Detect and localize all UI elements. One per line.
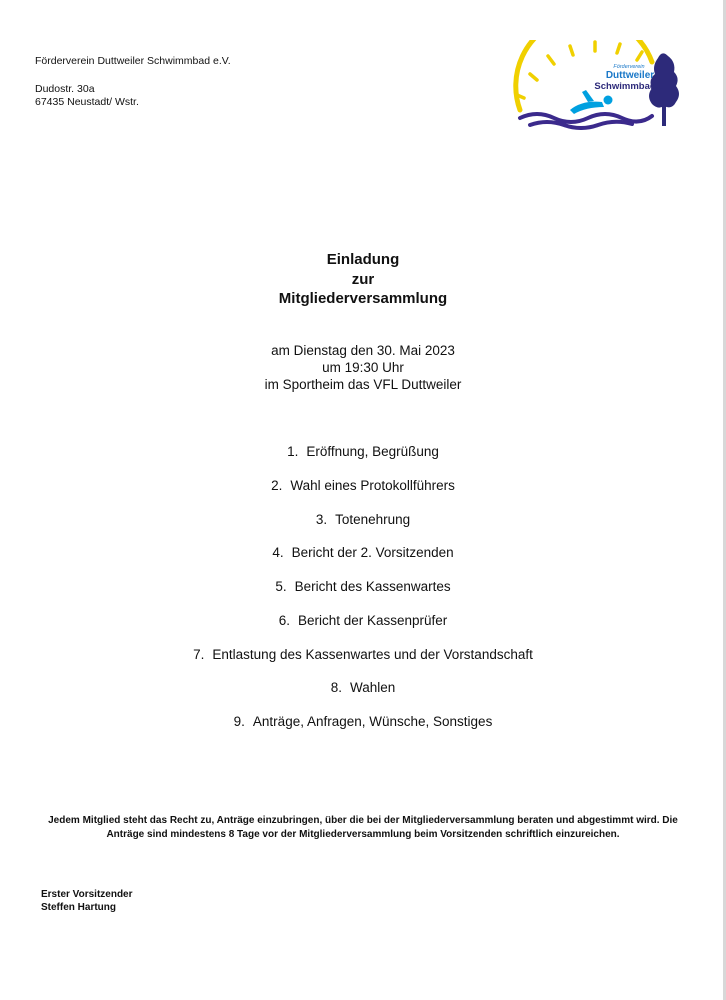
sender-city: 67435 Neustadt/ Wstr. [35, 96, 139, 108]
meeting-time: um 19:30 Uhr [322, 360, 404, 375]
agenda-item [0, 612, 726, 629]
logo-text-line2: Duttweiler [605, 70, 655, 81]
agenda-item-text: Wahlen [349, 680, 396, 695]
agenda-item [0, 443, 726, 460]
agenda-item-text: Wahl eines Protokollführers [290, 478, 455, 493]
agenda-item [0, 679, 726, 696]
agenda-item [0, 477, 726, 494]
sender-organization: Förderverein Duttweiler Schwimmbad e.V. [35, 55, 231, 67]
agenda-item-number: 7. [193, 647, 205, 662]
title-line-3: Mitgliederversammlung [278, 290, 448, 307]
signature-role: Erster Vorsitzender [41, 889, 133, 900]
logo-text-line1: Förderverein [613, 64, 645, 70]
agenda-item-number: 6. [278, 613, 290, 628]
agenda-item-number: 2. [271, 478, 283, 493]
agenda-item-text: Anträge, Anfragen, Wünsche, Sonstiges [252, 714, 493, 729]
sender-address [35, 55, 231, 109]
agenda-item [0, 646, 726, 663]
motion-notice: Jedem Mitglied steht das Recht zu, Anträge einzubringen, über die bei der Mitgliederversammlung beraten und abgestimmt wird. Die Anträge sind mindestens 8 Tage vor der Mitgliederversammlung beim Vorsitzenden schriftlich einzureichen. [48, 815, 678, 840]
meeting-details [0, 342, 726, 393]
agenda-item-text: Eröffnung, Begrüßung [306, 444, 439, 459]
agenda-item-text: Bericht des Kassenwartes [294, 579, 451, 594]
logo-swimmer [570, 90, 613, 114]
club-logo [512, 40, 687, 130]
title-line-2: zur [351, 270, 375, 288]
agenda-item [0, 511, 726, 528]
agenda-item-number: 1. [287, 444, 299, 459]
logo-text-line3: Schwimmbad... [594, 81, 664, 92]
sender-street: Dudostr. 30a [35, 83, 95, 95]
agenda-item-text: Totenehrung [335, 512, 411, 527]
meeting-place: im Sportheim das VFL Duttweiler [264, 377, 462, 392]
signature-name: Steffen Hartung [41, 902, 116, 913]
invitation-title [0, 250, 726, 309]
agenda-item-text: Entlastung des Kassenwartes und der Vorstandschaft [212, 647, 533, 662]
agenda-item-number: 8. [330, 680, 342, 695]
agenda-item [0, 544, 726, 561]
meeting-date: am Dienstag den 30. Mai 2023 [271, 343, 455, 358]
agenda-item-text: Bericht der Kassenprüfer [297, 613, 448, 628]
agenda-item-text: Bericht der 2. Vorsitzenden [291, 545, 454, 560]
agenda-item-number: 3. [315, 512, 328, 527]
agenda-item-number: 5. [275, 579, 287, 594]
agenda-item-number: 4. [272, 545, 284, 560]
agenda-item [0, 713, 726, 730]
agenda-item [0, 578, 726, 595]
title-line-1: Einladung [326, 251, 400, 268]
logo-waves [520, 114, 652, 128]
agenda-item-number: 9. [233, 714, 245, 729]
signature-block [41, 888, 133, 914]
